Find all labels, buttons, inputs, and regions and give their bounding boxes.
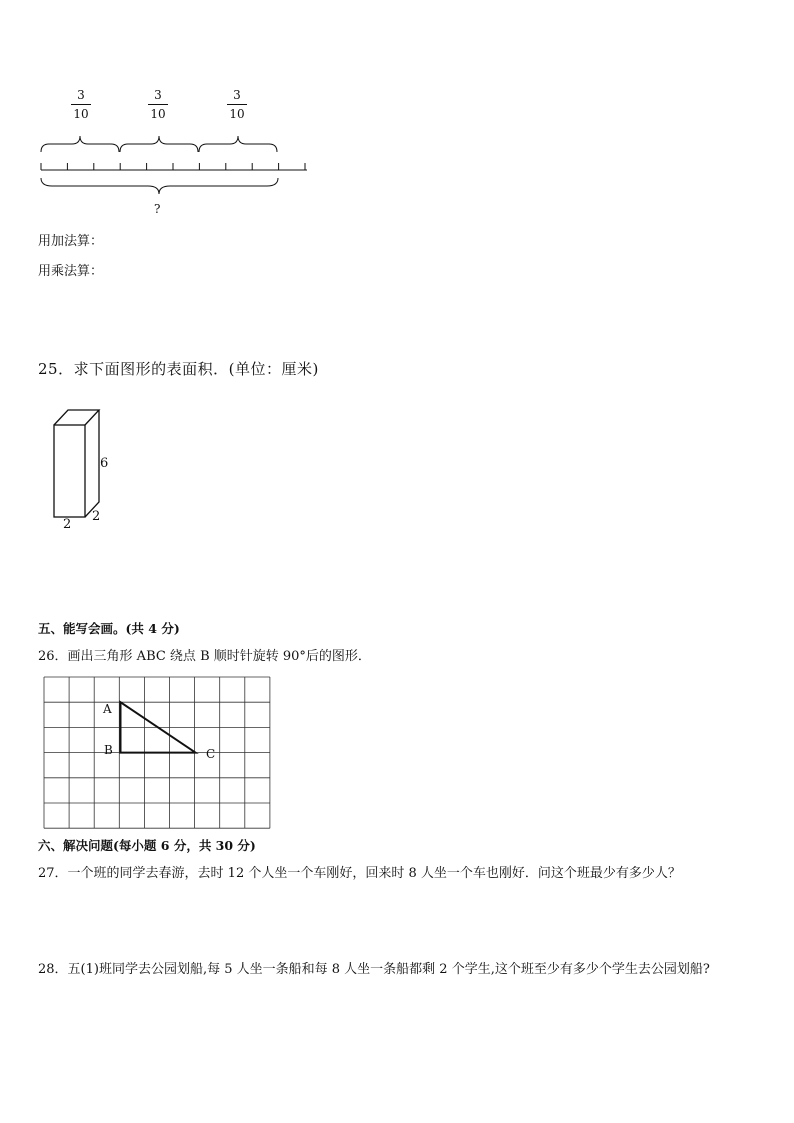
grid-figure bbox=[40, 673, 280, 833]
fraction-numerator: 3 bbox=[77, 88, 85, 102]
fraction-denominator: 10 bbox=[229, 107, 245, 121]
question-25: 25．求下面图形的表面积．(单位：厘米) bbox=[38, 360, 319, 378]
cuboid-front-face bbox=[54, 425, 85, 517]
question-26: 26．画出三角形 ABC 绕点 B 顺时针旋转 90°后的图形． bbox=[38, 649, 371, 664]
fraction-bar bbox=[227, 104, 247, 105]
number-line-ticks bbox=[41, 163, 305, 170]
add-method-label: 用加法算： bbox=[38, 234, 104, 249]
fraction-bar bbox=[71, 104, 91, 105]
bottom-brace bbox=[41, 178, 278, 194]
fraction-2 bbox=[146, 88, 170, 121]
vertex-c-label: C bbox=[206, 747, 216, 761]
unknown-mark: ? bbox=[154, 202, 161, 216]
cuboid-figure bbox=[48, 405, 128, 525]
top-brace-3 bbox=[199, 136, 277, 152]
fraction-denominator: 10 bbox=[73, 107, 89, 121]
fraction-1 bbox=[69, 88, 93, 121]
number-line-diagram bbox=[30, 130, 320, 210]
top-brace-1 bbox=[41, 136, 119, 152]
question-27: 27．一个班的同学去春游，去时 12 个人坐一个车刚好，回来时 8 人坐一个车也刚好．问这个班最少有多少人？ bbox=[38, 866, 681, 881]
top-brace-2 bbox=[120, 136, 198, 152]
fraction-bar bbox=[148, 104, 168, 105]
cuboid-depth-label: 2 bbox=[92, 509, 101, 524]
cuboid-side-face bbox=[85, 410, 99, 517]
question-28: 28．五(1)班同学去公园划船,每 5 人坐一条船和每 8 人坐一条船都剩 2 个学生,这个班至少有多少个学生去公园划船? bbox=[38, 962, 710, 977]
cuboid-height-label: 6 bbox=[100, 456, 109, 471]
cuboid-width-label: 2 bbox=[63, 517, 72, 532]
fraction-denominator: 10 bbox=[150, 107, 166, 121]
vertex-a-label: A bbox=[103, 702, 112, 716]
fraction-3 bbox=[225, 88, 249, 121]
mul-method-label: 用乘法算： bbox=[38, 264, 104, 279]
section-5-title: 五、能写会画。(共 4 分) bbox=[38, 621, 180, 636]
section-6-title: 六、解决问题(每小题 6 分，共 30 分) bbox=[38, 838, 256, 853]
fraction-numerator: 3 bbox=[233, 88, 241, 102]
fraction-numerator: 3 bbox=[154, 88, 162, 102]
vertex-b-label: B bbox=[104, 743, 113, 757]
cuboid-top-face bbox=[54, 410, 99, 425]
